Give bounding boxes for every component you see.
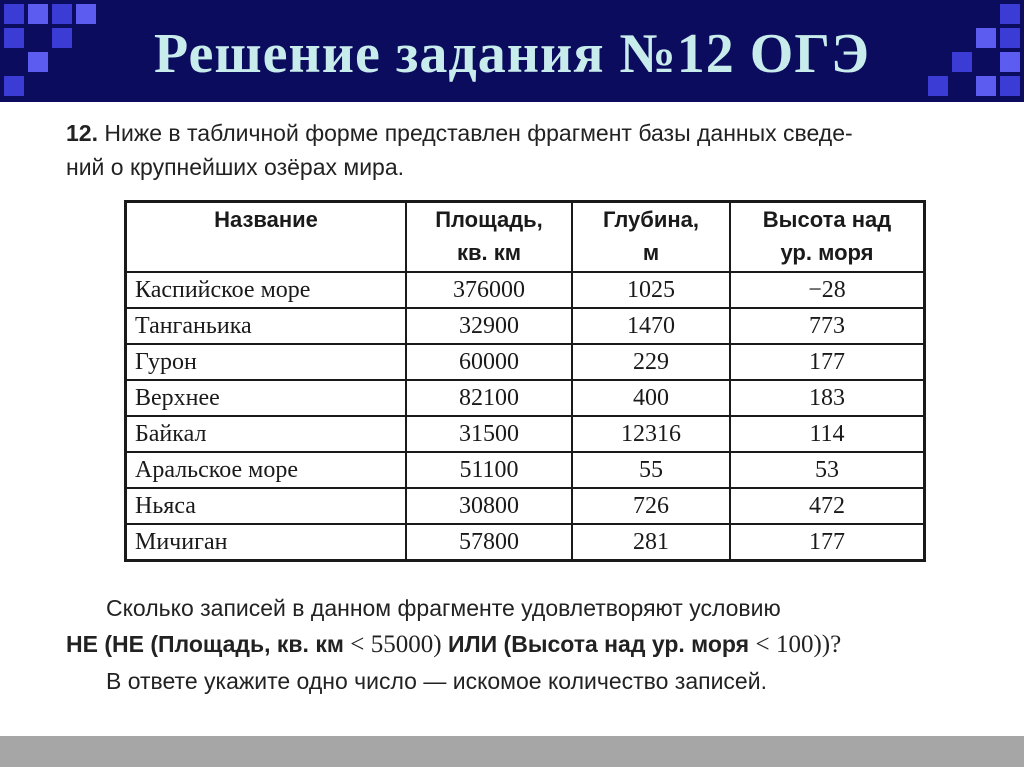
task-line-1 bbox=[66, 116, 996, 150]
cell-depth: 1025 bbox=[572, 272, 730, 308]
cell-name: Аральское море bbox=[126, 452, 407, 488]
cell-depth: 400 bbox=[572, 380, 730, 416]
cell-name: Байкал bbox=[126, 416, 407, 452]
cell-name: Гурон bbox=[126, 344, 407, 380]
cell-area: 32900 bbox=[406, 308, 572, 344]
cell-area: 31500 bbox=[406, 416, 572, 452]
table-row bbox=[126, 416, 925, 452]
cell-area: 30800 bbox=[406, 488, 572, 524]
cell-name: Верхнее bbox=[126, 380, 407, 416]
cell-area: 82100 bbox=[406, 380, 572, 416]
cell-depth: 229 bbox=[572, 344, 730, 380]
cell-depth: 726 bbox=[572, 488, 730, 524]
cell-area: 60000 bbox=[406, 344, 572, 380]
condition-number-2: 100))? bbox=[775, 631, 842, 658]
condition-number-1: 55000) bbox=[370, 631, 442, 658]
condition-less-than: < bbox=[755, 631, 770, 658]
table-row bbox=[126, 380, 925, 416]
slide-footer-bar bbox=[0, 736, 1024, 767]
cell-name: Каспийское море bbox=[126, 272, 407, 308]
table-row bbox=[126, 524, 925, 561]
condition-part-a: НЕ (НЕ (Площадь, кв. км bbox=[66, 631, 344, 657]
slide-title: Решение задания №12 ОГЭ bbox=[154, 23, 870, 85]
cell-height: 177 bbox=[730, 524, 925, 561]
question-block bbox=[66, 590, 1016, 699]
column-header-name: Название bbox=[126, 202, 407, 273]
table-row bbox=[126, 344, 925, 380]
table-row bbox=[126, 272, 925, 308]
table-header-row bbox=[126, 202, 925, 273]
table-row bbox=[126, 308, 925, 344]
cell-area: 57800 bbox=[406, 524, 572, 561]
slide-header bbox=[0, 0, 1024, 102]
decor-square bbox=[76, 4, 96, 24]
question-condition bbox=[66, 626, 1016, 663]
column-header-depth: Глубина, м bbox=[572, 202, 730, 273]
question-line-3: В ответе укажите одно число — искомое количество записей. bbox=[106, 668, 767, 694]
cell-area: 51100 bbox=[406, 452, 572, 488]
cell-area: 376000 bbox=[406, 272, 572, 308]
table-row bbox=[126, 488, 925, 524]
condition-less-than: < bbox=[350, 631, 365, 658]
task-number: 12. bbox=[66, 120, 98, 146]
cell-name: Танганьика bbox=[126, 308, 407, 344]
task-line-2: ний о крупнейших озёрах мира. bbox=[66, 154, 405, 180]
task-text: Ниже в табличной форме представлен фрагмент базы данных сведе- bbox=[104, 120, 853, 146]
question-line-1: Сколько записей в данном фрагменте удовлетворяют условию bbox=[106, 595, 781, 621]
cell-height: 177 bbox=[730, 344, 925, 380]
decor-square bbox=[52, 4, 72, 24]
column-header-area: Площадь, кв. км bbox=[406, 202, 572, 273]
cell-depth: 55 bbox=[572, 452, 730, 488]
cell-depth: 12316 bbox=[572, 416, 730, 452]
cell-height: 183 bbox=[730, 380, 925, 416]
cell-height: −28 bbox=[730, 272, 925, 308]
decor-square bbox=[28, 4, 48, 24]
cell-height: 53 bbox=[730, 452, 925, 488]
cell-height: 114 bbox=[730, 416, 925, 452]
cell-name: Мичиган bbox=[126, 524, 407, 561]
cell-depth: 1470 bbox=[572, 308, 730, 344]
condition-part-b: ИЛИ (Высота над ур. моря bbox=[447, 631, 750, 657]
task-statement bbox=[66, 116, 996, 184]
table-row bbox=[126, 452, 925, 488]
cell-height: 472 bbox=[730, 488, 925, 524]
decor-square bbox=[1000, 4, 1020, 24]
lakes-table bbox=[124, 200, 926, 562]
cell-depth: 281 bbox=[572, 524, 730, 561]
column-header-height: Высота над ур. моря bbox=[730, 202, 925, 273]
decor-square bbox=[4, 4, 24, 24]
cell-height: 773 bbox=[730, 308, 925, 344]
cell-name: Ньяса bbox=[126, 488, 407, 524]
